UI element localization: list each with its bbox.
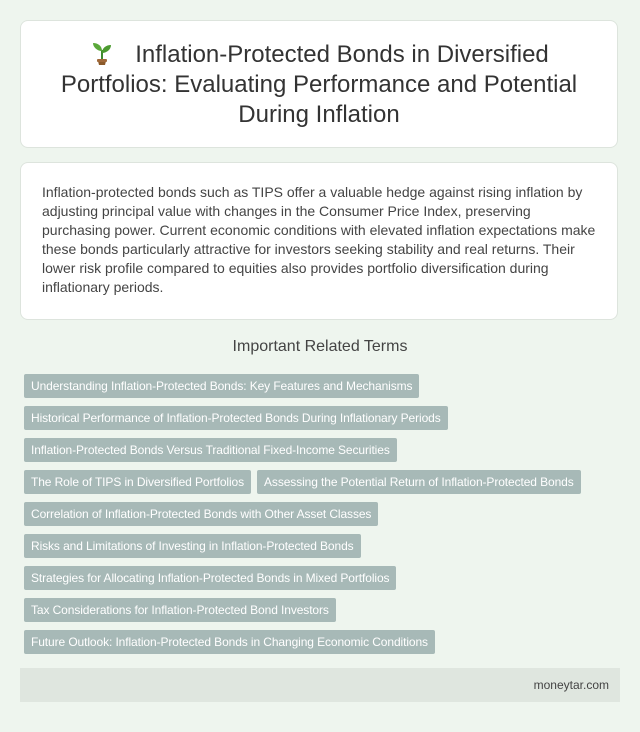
footer bbox=[20, 668, 620, 702]
summary-card bbox=[20, 162, 618, 320]
tag-row bbox=[24, 566, 624, 598]
tag-row bbox=[24, 438, 624, 470]
tag-row bbox=[24, 374, 624, 406]
related-term-tag[interactable]: Tax Considerations for Inflation-Protected Bond Investors bbox=[24, 598, 336, 622]
related-terms-list bbox=[24, 374, 624, 662]
tag-row bbox=[24, 630, 624, 662]
footer-site-link[interactable]: moneytar.com bbox=[533, 678, 609, 692]
tag-row bbox=[24, 406, 624, 438]
related-term-tag[interactable]: Strategies for Allocating Inflation-Protected Bonds in Mixed Portfolios bbox=[24, 566, 396, 590]
page-title-text: Inflation-Protected Bonds in Diversified Portfolios: Evaluating Performance and Potential During Inflation bbox=[60, 40, 578, 128]
related-term-tag[interactable]: Assessing the Potential Return of Inflation-Protected Bonds bbox=[257, 470, 581, 494]
related-term-tag[interactable]: Inflation-Protected Bonds Versus Traditional Fixed-Income Securities bbox=[24, 438, 397, 462]
title-card bbox=[20, 20, 618, 148]
seedling-icon bbox=[89, 39, 115, 65]
related-term-tag[interactable]: Future Outlook: Inflation-Protected Bonds in Changing Economic Conditions bbox=[24, 630, 435, 654]
related-term-tag[interactable]: Understanding Inflation-Protected Bonds: Key Features and Mechanisms bbox=[24, 374, 419, 398]
tag-row bbox=[24, 598, 624, 630]
summary-text: Inflation-protected bonds such as TIPS offer a valuable hedge against rising inflation by adjusting principal value with changes in the Consumer Price Index, preserving purchasing power. Current economic conditions with elevated inflation expectations make these bonds particularly attractive for investors seeking stability and real returns. Their lower risk profile compared to equities also provides portfolio diversification during inflationary periods. bbox=[42, 184, 596, 295]
tag-row bbox=[24, 534, 624, 566]
page-title bbox=[57, 39, 581, 130]
related-term-tag[interactable]: Historical Performance of Inflation-Protected Bonds During Inflationary Periods bbox=[24, 406, 448, 430]
tag-row bbox=[24, 502, 624, 534]
related-terms-heading: Important Related Terms bbox=[232, 338, 408, 355]
related-term-tag[interactable]: Correlation of Inflation-Protected Bonds with Other Asset Classes bbox=[24, 502, 378, 526]
tag-row bbox=[24, 470, 624, 502]
related-term-tag[interactable]: Risks and Limitations of Investing in Inflation-Protected Bonds bbox=[24, 534, 361, 558]
related-term-tag[interactable]: The Role of TIPS in Diversified Portfolios bbox=[24, 470, 251, 494]
